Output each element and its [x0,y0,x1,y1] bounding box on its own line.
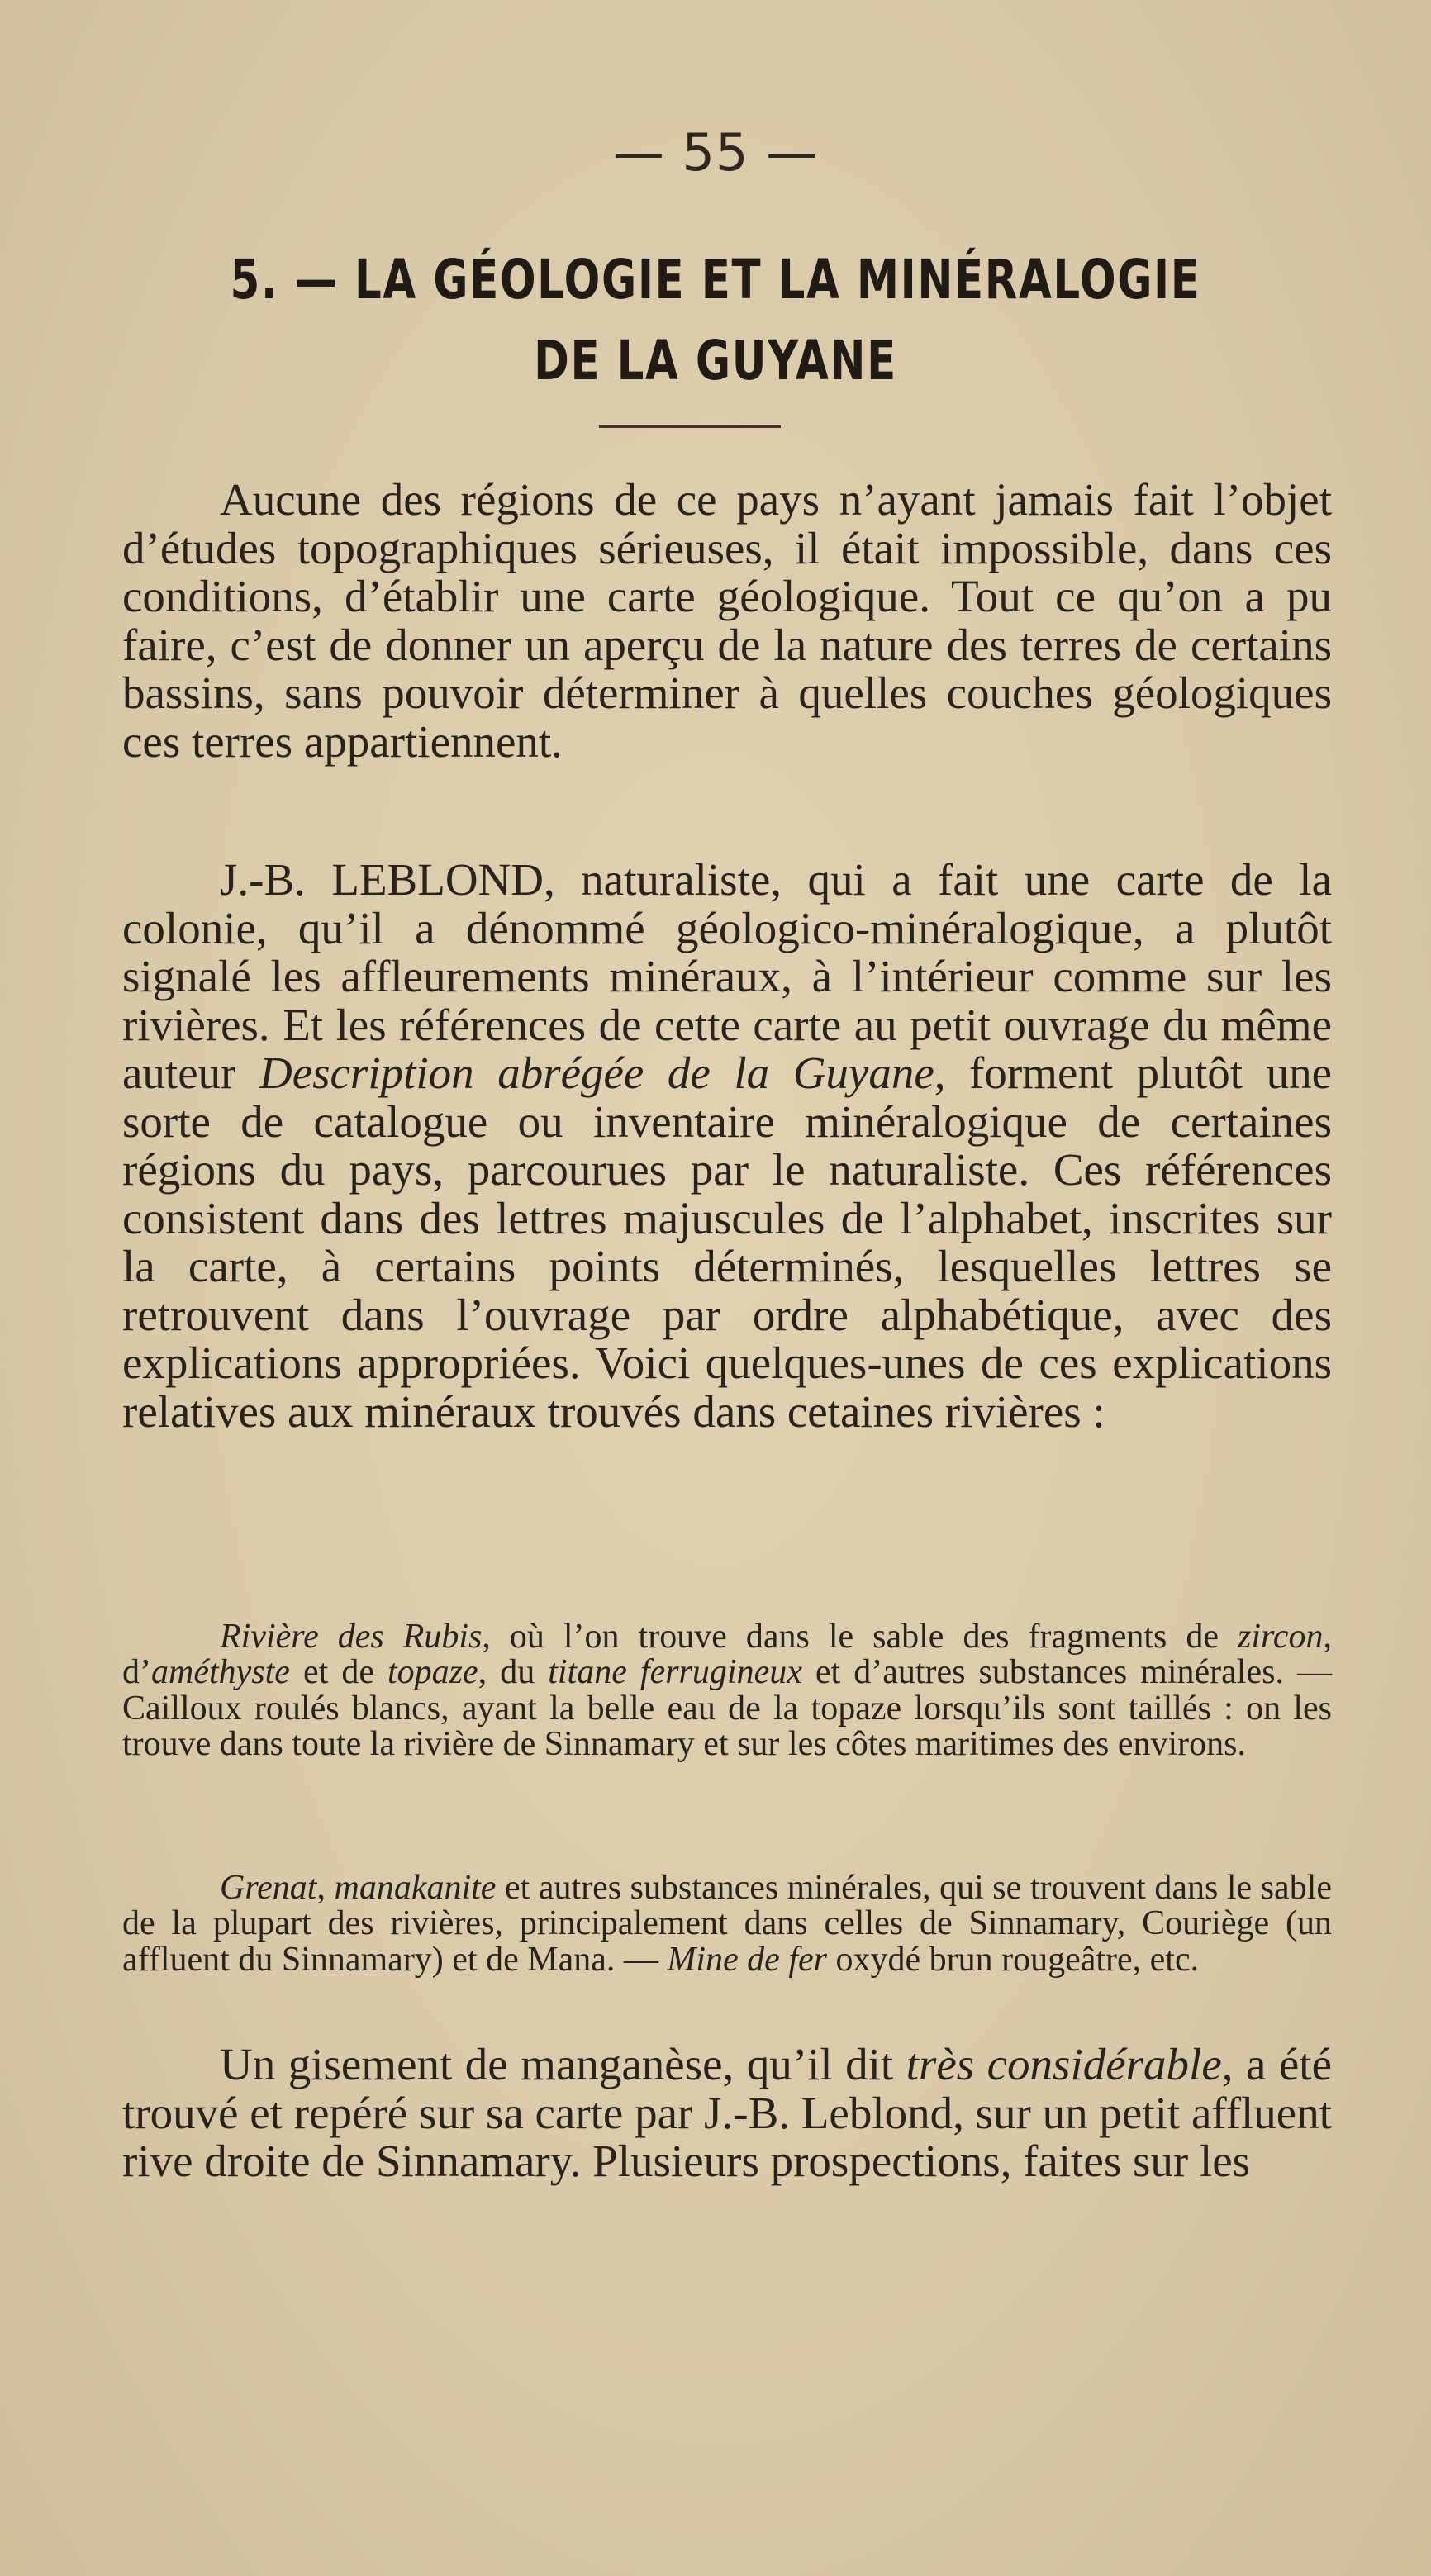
quote-1-part-3: zircon [1238,1618,1324,1656]
quote-2-part-5: Mine de fer [667,1940,827,1979]
book-title: Description abrégée de la Guyane [259,1048,934,1098]
quote-1-part-10: et d’autres substances minérales. — Cailloux roulés blancs, ayant la belle eau de la topaze lorsqu’ils sont taillés : on les trouve dans toute la rivière de Sinnamary et sur les côtes maritimes des environs. [122,1653,1332,1763]
quote-1-part-7: topaze [387,1653,478,1692]
paragraph-3 [122,2041,1332,2186]
quote-1-part-8: , du [478,1653,549,1692]
quote-2-part-2: , [316,1869,335,1907]
quote-1-part-1: Rivière des Rubis [220,1618,483,1656]
quote-2-part-6: oxydé brun rougeâtre, etc. [826,1940,1200,1979]
paragraph-3-part-3: , a été trouvé et repéré sur sa carte par J.-B. Leblond, sur un petit affluent rive droite de Sinnamary. Plusieurs prospections, faites sur les [122,2039,1332,2186]
quote-1-part-2: , où l’on trouve dans le sable des fragments de [482,1618,1238,1656]
quote-rubis [122,1619,1332,1762]
quote-2-part-1: Grenat [220,1869,317,1907]
quote-1-part-4: , d’ [122,1618,1332,1692]
quote-2-part-4: et autres substances minérales, qui se trouvent dans le sable de la plupart des rivières, principalement dans celles de Sinnamary, Couriège (un affluent du Sinnamary) et de Mana. — [122,1869,1333,1979]
quote-1-part-5: améthyste [151,1653,290,1692]
chapter-heading-line-2: DE LA GUYANE [534,329,897,392]
quote-1-part-6: et de [289,1653,387,1692]
page-number: — 55 — [612,122,819,183]
paragraph-3-part-2: très considérable [906,2039,1222,2089]
paragraph-2-text-a: J.-B. LEBLOND, naturaliste, qui a fait une carte de la colonie, qu’il a dénommé géologico-minéralogique, a plutôt signalé les affleurements minéraux, à l’intérieur comme sur les rivières. Et les références de cette carte au petit ouvrage du même auteur [122,854,1332,1098]
paragraph-2-text-b: , forment plutôt une sorte de catalogue ou inventaire minéralogique de certaines régions du pays, parcourues par le naturaliste. Ces références consistent dans des lettres majuscules de l’alphabet, inscrites sur la carte, à certains points déterminés, lesquelles lettres se retrouvent dans l’ouvrage par ordre alphabétique, avec des explications appropriées. Voici quelques-unes de ces explications relatives aux minéraux trouvés dans cetaines rivières : [122,1048,1332,1437]
chapter-heading-line-1: 5. — LA GÉOLOGIE ET LA MINÉRALOGIE [230,248,1201,311]
heading-divider [599,425,781,428]
paragraph-1: Aucune des régions de ce pays n’ayant jamais fait l’objet d’études topographiques sérieuses, il était impossible, dans ces conditions, d’établir une carte géologique. Tout ce qu’on a pu faire, c’est de donner un aperçu de la nature des terres de certains bassins, sans pouvoir déterminer à quelles couches géologiques ces terres appartiennent. [122,474,1332,767]
quote-grenat [122,1870,1332,1978]
paragraph-2 [122,856,1332,1436]
paragraph-3-part-1: Un gisement de manganèse, qu’il dit [220,2039,906,2089]
quote-1-part-9: titane ferrugineux [548,1653,802,1692]
quote-2-part-3: manakanite [334,1869,497,1907]
